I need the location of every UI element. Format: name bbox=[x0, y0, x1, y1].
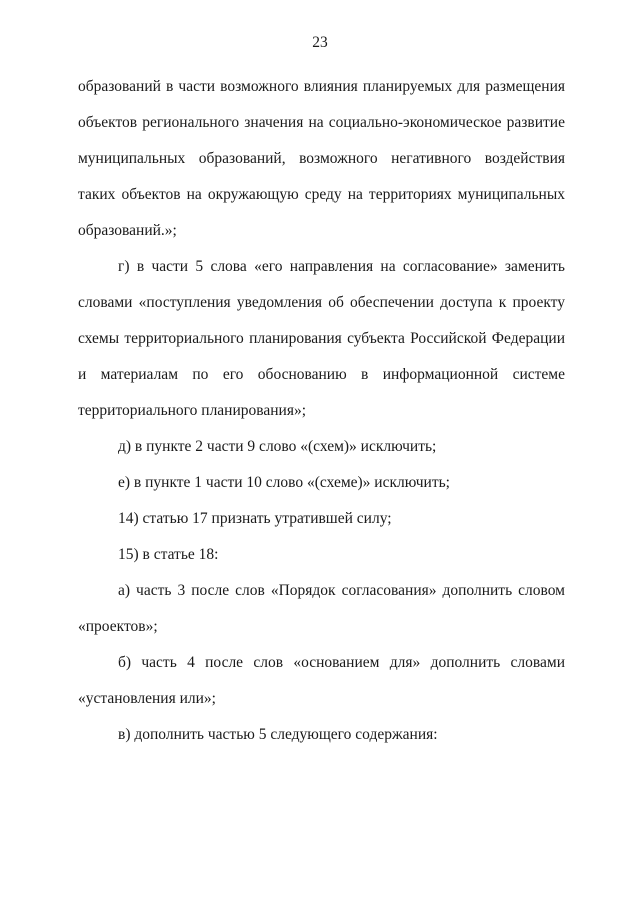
paragraph-continuation: образований в части возможного влияния планируемых для размещения объектов регионального значения на социально-экономическое развитие муниципальных образований, возможного негативного воздействия таких объектов на окружающую среду на территориях муниципальных образований.»; bbox=[78, 78, 565, 239]
paragraph-item-15: 15) в статье 18: bbox=[118, 546, 219, 563]
paragraph-item-d: д) в пункте 2 части 9 слово «(схем)» исключить; bbox=[118, 438, 437, 455]
paragraph-item-v: в) дополнить частью 5 следующего содержания: bbox=[118, 726, 438, 743]
document-body bbox=[78, 69, 565, 753]
page-number: 23 bbox=[312, 34, 328, 51]
paragraph-item-g: г) в части 5 слова «его направления на согласование» заменить словами «поступления уведомления об обеспечении доступа к проекту схемы территориального планирования субъекта Российской Федерации и материалам по его обоснованию в информационной системе территориального планирования»; bbox=[78, 258, 565, 419]
paragraph-item-b: б) часть 4 после слов «основанием для» дополнить словами «установления или»; bbox=[78, 654, 565, 707]
paragraph-item-14: 14) статью 17 признать утратившей силу; bbox=[118, 510, 392, 527]
paragraph-item-a: а) часть 3 после слов «Порядок согласования» дополнить словом «проектов»; bbox=[78, 582, 565, 635]
paragraph-item-e: е) в пункте 1 части 10 слово «(схеме)» исключить; bbox=[118, 474, 450, 491]
